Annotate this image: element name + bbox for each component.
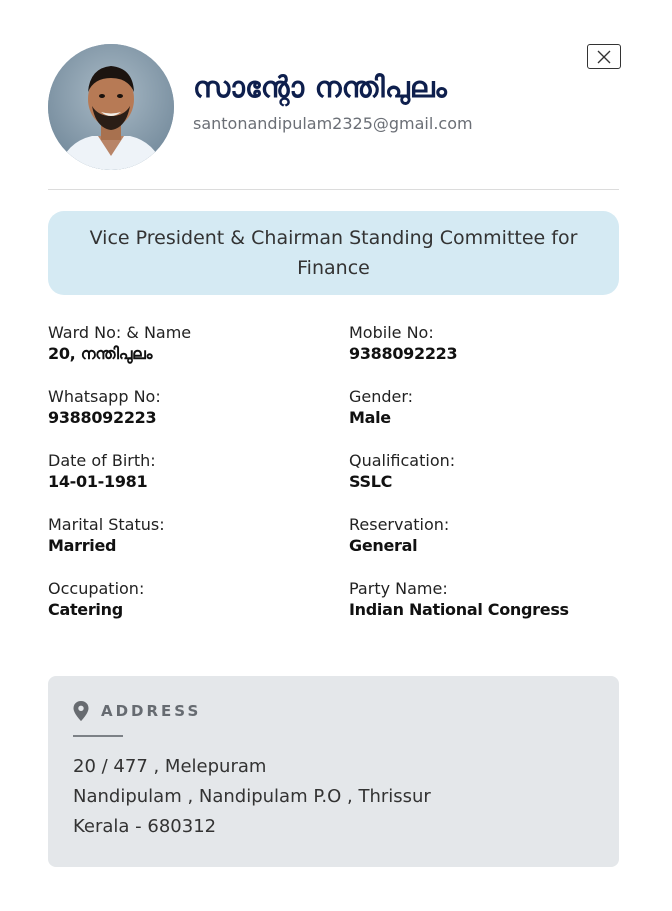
address-card <box>48 676 619 867</box>
address-lines <box>73 752 431 842</box>
field-label: Reservation: <box>349 515 450 534</box>
field-ward <box>48 323 349 365</box>
field-value: 9388092223 <box>349 344 458 363</box>
field-qualification <box>349 451 619 493</box>
field-value: Indian National Congress <box>349 600 569 619</box>
close-button[interactable] <box>587 44 621 69</box>
field-dob <box>48 451 349 493</box>
field-label: Mobile No: <box>349 323 434 342</box>
details-grid <box>48 323 619 621</box>
field-party <box>349 579 619 621</box>
field-mobile <box>349 323 619 365</box>
field-value: SSLC <box>349 472 393 491</box>
address-line-2: Nandipulam , Nandipulam P.O , Thrissur <box>73 786 431 807</box>
designation-text: Vice President & Chairman Standing Committee for Finance <box>89 227 578 279</box>
field-marital-status <box>48 515 349 557</box>
field-value: Married <box>48 536 117 555</box>
location-pin-icon <box>73 701 89 721</box>
field-label: Date of Birth: <box>48 451 156 470</box>
profile-name: സാന്റോ നന്തിപുലം <box>193 70 448 104</box>
field-value: Catering <box>48 600 123 619</box>
field-value: 9388092223 <box>48 408 157 427</box>
avatar <box>48 44 174 170</box>
field-value: General <box>349 536 418 555</box>
field-label: Whatsapp No: <box>48 387 161 406</box>
field-label: Party Name: <box>349 579 448 598</box>
field-whatsapp <box>48 387 349 429</box>
field-gender <box>349 387 619 429</box>
field-label: Occupation: <box>48 579 145 598</box>
address-rule <box>73 735 123 737</box>
field-value: Male <box>349 408 391 427</box>
address-line-3: Kerala - 680312 <box>73 816 217 837</box>
field-label: Qualification: <box>349 451 456 470</box>
field-label: Marital Status: <box>48 515 165 534</box>
field-value: 20, നന്തിപുലം <box>48 344 153 363</box>
profile-email: santonandipulam2325@gmail.com <box>193 114 473 133</box>
address-line-1: 20 / 477 , Melepuram <box>73 756 267 777</box>
field-label: Gender: <box>349 387 414 406</box>
divider <box>48 189 619 190</box>
field-occupation <box>48 579 349 621</box>
address-title: ADDRESS <box>101 702 202 720</box>
field-value: 14-01-1981 <box>48 472 148 491</box>
close-icon <box>595 48 613 66</box>
designation-banner <box>48 211 619 295</box>
field-reservation <box>349 515 619 557</box>
field-label: Ward No: & Name <box>48 323 192 342</box>
address-header <box>73 701 201 721</box>
